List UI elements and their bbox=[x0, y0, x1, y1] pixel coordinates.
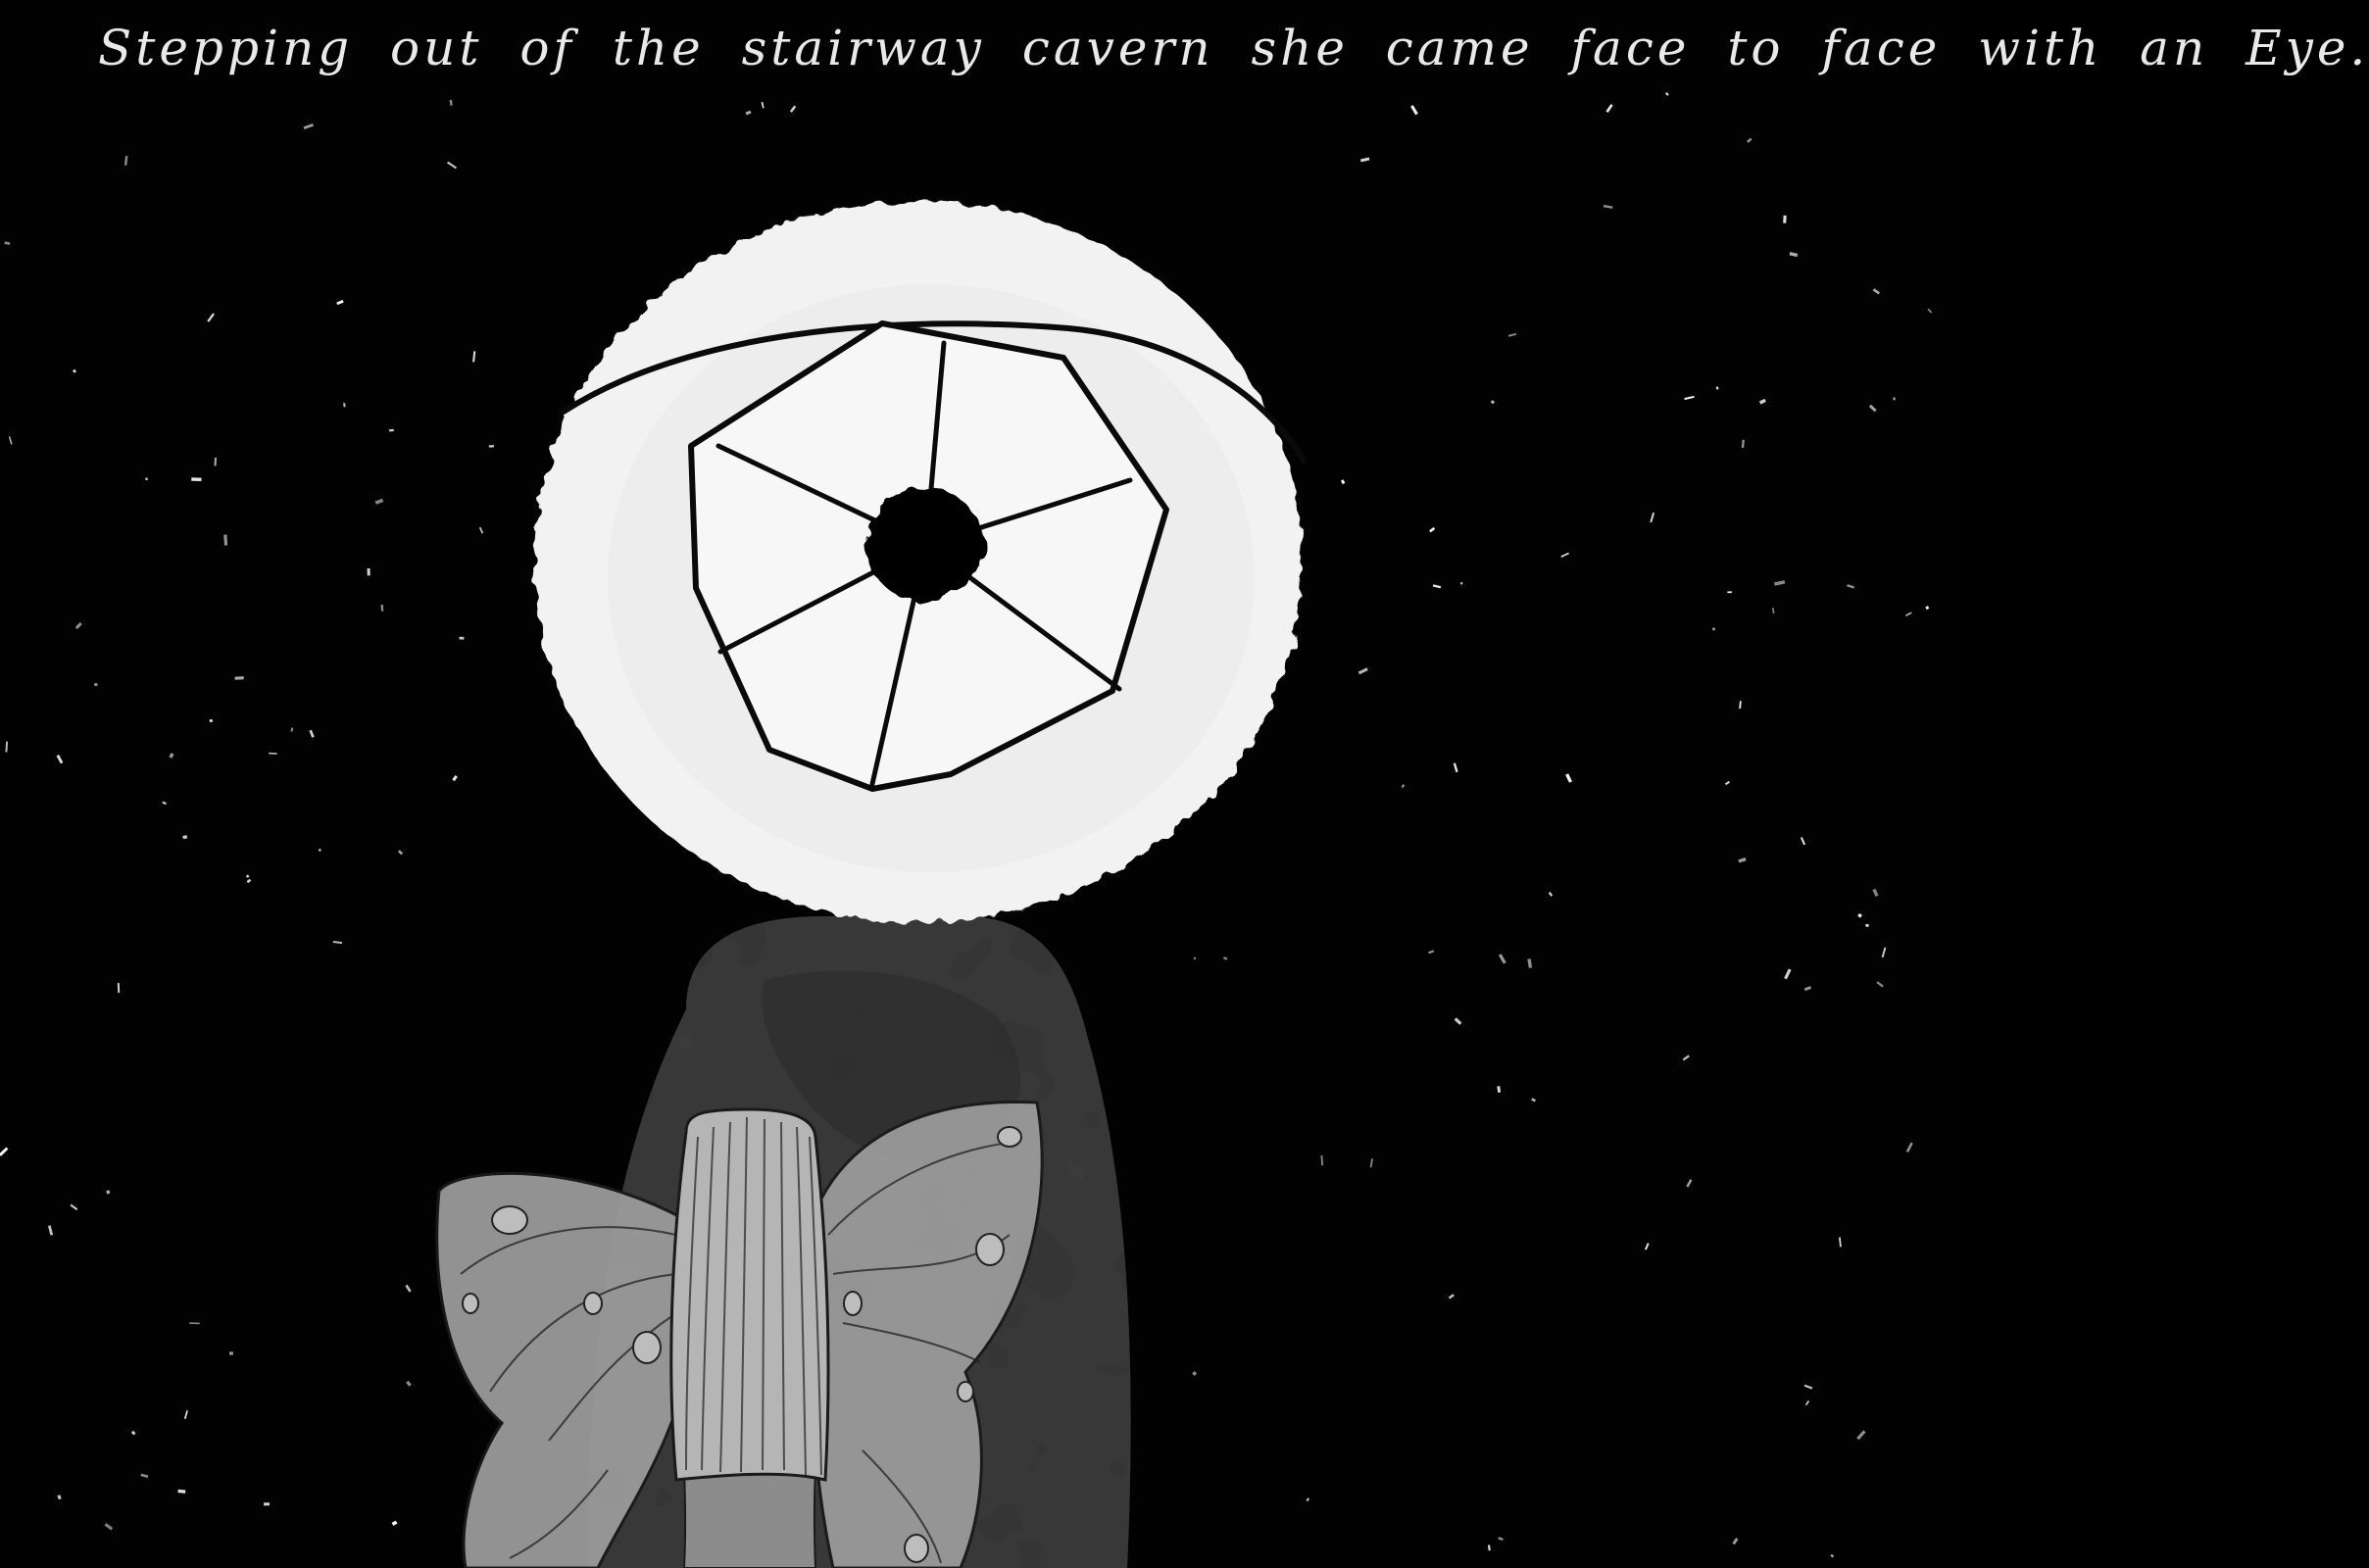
star-speck bbox=[1192, 1371, 1197, 1376]
star-speck bbox=[1847, 584, 1854, 589]
star-speck bbox=[229, 1351, 233, 1355]
star-speck bbox=[1410, 105, 1418, 115]
star-speck bbox=[1321, 1155, 1324, 1165]
star-speck bbox=[290, 727, 293, 731]
star-speck bbox=[336, 300, 343, 305]
star-speck bbox=[1686, 1179, 1692, 1187]
star-speck bbox=[1605, 104, 1612, 113]
star-speck bbox=[48, 1225, 53, 1235]
star-speck bbox=[489, 445, 494, 447]
star-speck bbox=[1429, 527, 1435, 532]
star-speck bbox=[1784, 968, 1791, 979]
star-speck bbox=[104, 1523, 113, 1531]
star-speck bbox=[1804, 1385, 1813, 1390]
star-speck bbox=[450, 100, 453, 106]
star-speck bbox=[235, 676, 244, 680]
star-speck bbox=[1747, 138, 1752, 143]
star-speck bbox=[405, 1285, 411, 1293]
star-speck bbox=[118, 983, 120, 993]
star-speck bbox=[124, 156, 128, 166]
star-speck bbox=[1805, 1400, 1809, 1405]
star-speck bbox=[1716, 386, 1719, 389]
star-speck bbox=[472, 351, 475, 362]
star-speck bbox=[1499, 954, 1506, 963]
star-speck bbox=[1683, 1054, 1690, 1060]
star-speck bbox=[1341, 479, 1345, 484]
star-speck bbox=[452, 775, 458, 781]
star-speck bbox=[1876, 981, 1883, 987]
star-speck bbox=[1742, 440, 1745, 448]
star-speck bbox=[4, 241, 10, 245]
star-speck bbox=[1360, 157, 1369, 162]
star-speck bbox=[214, 458, 217, 466]
fairy-with-wings-icon bbox=[437, 1102, 1042, 1568]
star-speck bbox=[1645, 1243, 1650, 1250]
star-speck bbox=[1428, 950, 1434, 954]
star-speck bbox=[57, 755, 64, 763]
star-speck bbox=[75, 622, 82, 629]
star-speck bbox=[459, 637, 464, 640]
star-speck bbox=[1906, 1143, 1913, 1152]
star-speck bbox=[375, 499, 384, 505]
star-speck bbox=[1739, 701, 1742, 709]
star-speck bbox=[319, 849, 321, 852]
star-speck bbox=[1865, 924, 1869, 927]
star-speck bbox=[1449, 1294, 1455, 1298]
star-speck bbox=[269, 753, 277, 755]
star-speck bbox=[1732, 1538, 1738, 1544]
star-speck bbox=[1783, 216, 1787, 223]
star-speck bbox=[1370, 1158, 1373, 1167]
star-speck bbox=[406, 1381, 412, 1387]
star-speck bbox=[57, 1494, 61, 1499]
star-speck bbox=[1498, 1537, 1503, 1541]
star-speck bbox=[381, 605, 384, 612]
star-speck bbox=[210, 719, 214, 722]
star-speck bbox=[1790, 252, 1799, 257]
star-speck bbox=[223, 535, 227, 546]
star-speck bbox=[1497, 1086, 1501, 1093]
star-speck bbox=[389, 429, 394, 432]
star-speck bbox=[1193, 956, 1196, 959]
star-speck bbox=[207, 313, 215, 321]
star-speck bbox=[1684, 396, 1694, 400]
star-speck bbox=[182, 835, 187, 839]
star-speck bbox=[94, 683, 98, 686]
star-speck bbox=[1839, 1237, 1842, 1247]
star-speck bbox=[1725, 781, 1730, 785]
giant-eye-icon bbox=[534, 201, 1304, 922]
star-speck bbox=[304, 123, 314, 129]
star-speck bbox=[398, 850, 403, 855]
star-speck bbox=[140, 1474, 148, 1478]
star-speck bbox=[5, 741, 8, 752]
star-speck bbox=[1856, 1430, 1865, 1440]
star-speck bbox=[184, 1410, 188, 1419]
star-speck bbox=[1491, 400, 1495, 404]
star-speck bbox=[1604, 205, 1613, 209]
star-speck bbox=[1454, 763, 1458, 773]
star-speck bbox=[1565, 773, 1572, 782]
star-speck bbox=[1801, 837, 1805, 845]
star-speck bbox=[0, 1148, 8, 1156]
star-speck bbox=[746, 111, 752, 116]
star-speck bbox=[1774, 580, 1785, 586]
star-speck bbox=[1925, 606, 1929, 610]
star-speck bbox=[1869, 405, 1877, 413]
star-speck bbox=[70, 1204, 77, 1210]
star-speck bbox=[9, 436, 13, 444]
story-caption: Stepping out of the stairway cavern she came face to face with an Eye. bbox=[98, 20, 2369, 76]
star-speck bbox=[368, 568, 370, 576]
star-speck bbox=[1830, 1554, 1834, 1558]
star-speck bbox=[1712, 627, 1715, 630]
star-speck bbox=[762, 102, 765, 109]
star-speck bbox=[1804, 986, 1811, 991]
star-speck bbox=[1857, 913, 1862, 918]
star-speck bbox=[162, 802, 167, 806]
star-speck bbox=[73, 369, 76, 373]
star-speck bbox=[1893, 397, 1896, 400]
star-speck bbox=[1727, 591, 1732, 593]
star-speck bbox=[333, 941, 342, 944]
star-speck bbox=[1223, 956, 1228, 960]
star-speck bbox=[309, 730, 314, 738]
star-speck bbox=[247, 879, 252, 883]
star-speck bbox=[1905, 612, 1912, 616]
star-speck bbox=[1549, 892, 1553, 897]
star-speck bbox=[1488, 1544, 1491, 1550]
star-speck bbox=[145, 477, 148, 480]
star-speck bbox=[479, 527, 483, 534]
star-speck bbox=[106, 1190, 110, 1194]
star-speck bbox=[790, 106, 796, 113]
star-speck bbox=[131, 1431, 136, 1436]
star-speck bbox=[1928, 309, 1933, 314]
star-speck bbox=[392, 1521, 398, 1526]
star-speck bbox=[177, 1490, 185, 1494]
star-speck bbox=[1882, 948, 1887, 957]
star-speck bbox=[169, 753, 173, 759]
star-speck bbox=[1401, 784, 1405, 788]
star-speck bbox=[189, 1322, 200, 1324]
star-speck bbox=[191, 477, 201, 481]
star-speck bbox=[1307, 1497, 1309, 1501]
star-speck bbox=[1650, 513, 1654, 522]
star-speck bbox=[1772, 608, 1775, 613]
star-speck bbox=[1665, 92, 1669, 96]
star-speck bbox=[1531, 1098, 1536, 1102]
star-speck bbox=[246, 874, 249, 878]
star-speck bbox=[1508, 333, 1516, 337]
star-speck bbox=[1560, 553, 1568, 558]
star-speck bbox=[1358, 667, 1368, 674]
star-speck bbox=[1460, 582, 1463, 585]
star-speck bbox=[1455, 1017, 1462, 1025]
star-speck bbox=[343, 403, 346, 407]
star-speck bbox=[264, 1502, 270, 1505]
star-speck bbox=[1433, 584, 1441, 588]
star-speck bbox=[1759, 399, 1766, 405]
star-speck bbox=[1527, 958, 1532, 968]
star-speck bbox=[1872, 889, 1878, 897]
star-speck bbox=[1738, 858, 1746, 863]
star-speck bbox=[447, 162, 457, 170]
star-speck bbox=[1873, 288, 1880, 294]
